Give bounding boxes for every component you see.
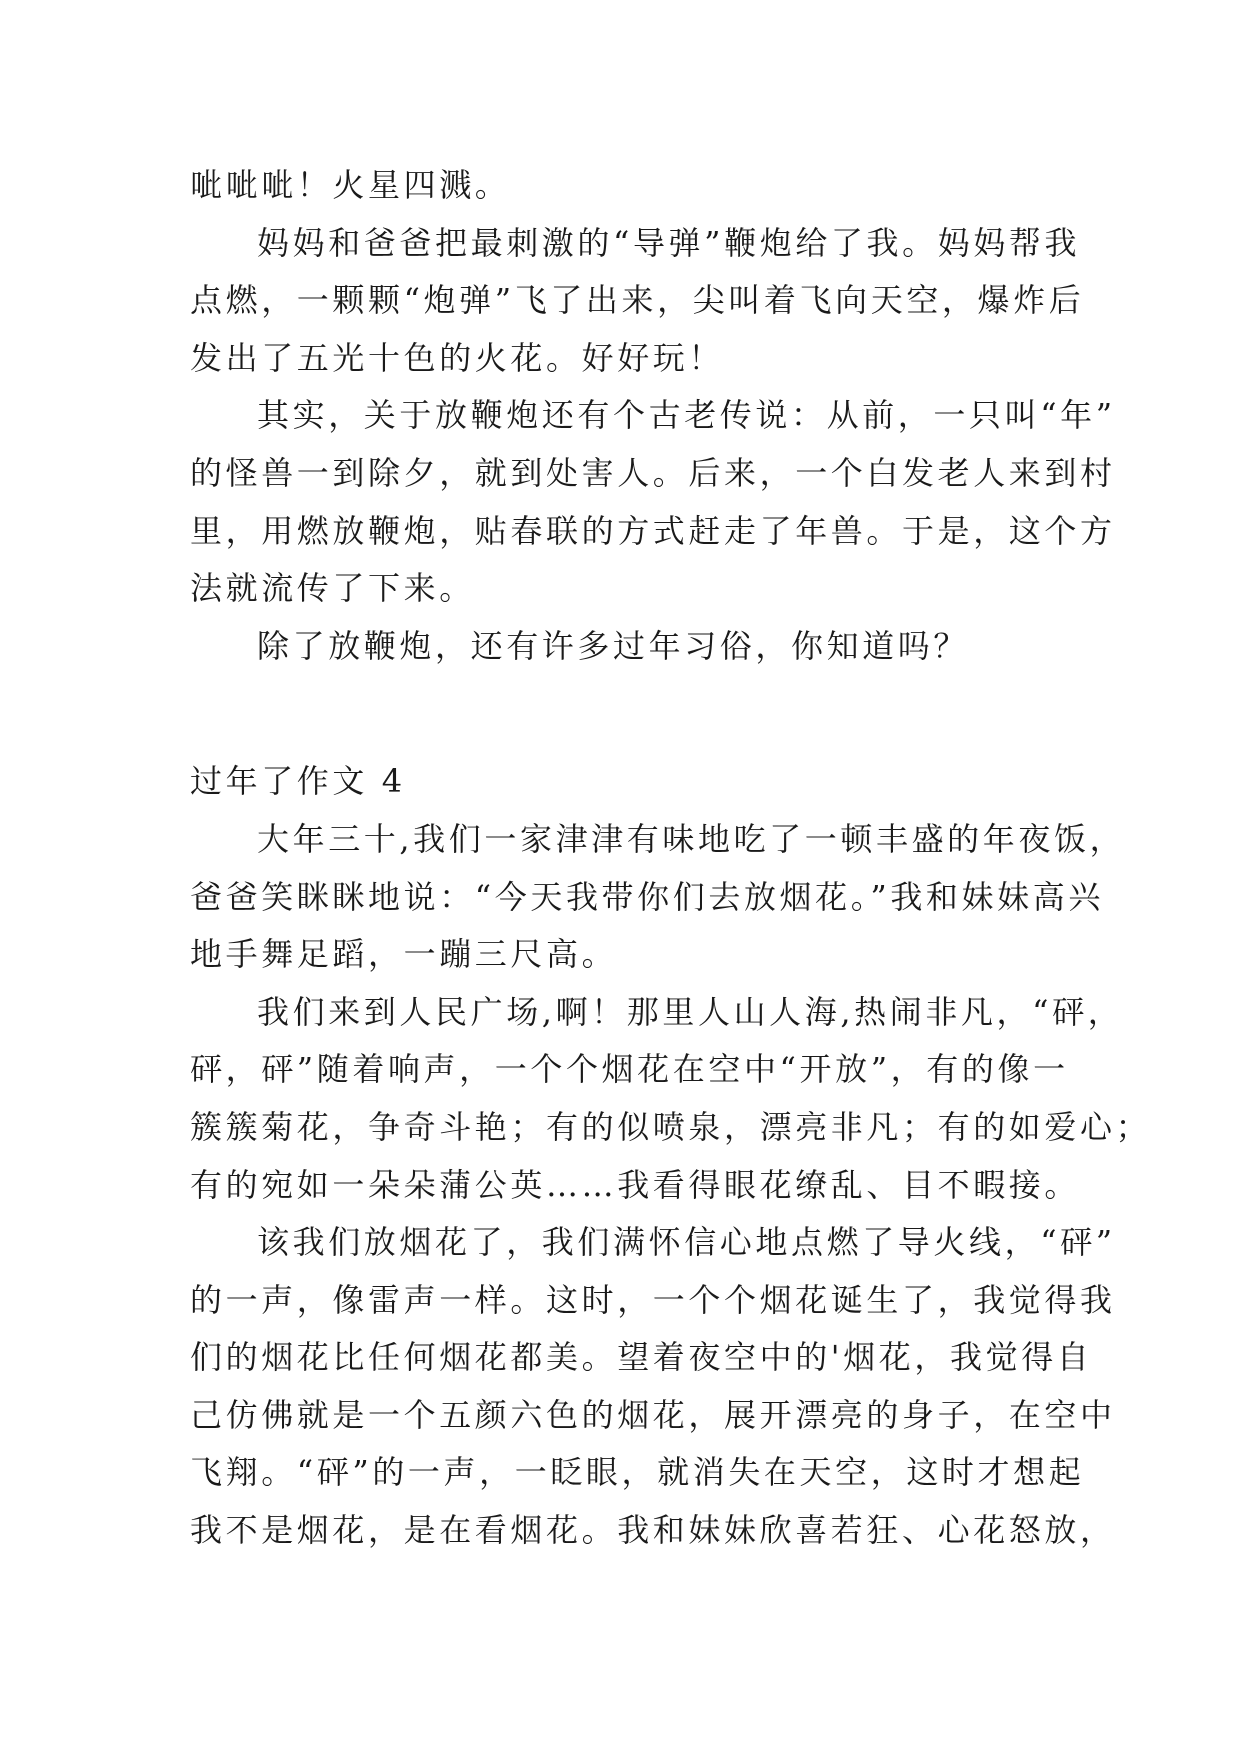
section-heading: 过年了作文 4: [190, 762, 406, 801]
text-line: 发出了五光十色的火花。好好玩！: [190, 338, 725, 377]
text-line: 的一声，像雷声一样。这时，一个个烟花诞生了，我觉得我: [190, 1280, 1116, 1319]
document-page: [190, 157, 1152, 1560]
text-line: 们的烟花比任何烟花都美。望着夜空中的'烟花，我觉得自: [190, 1338, 1093, 1377]
paragraph-start-line: 妈妈和爸爸把最刺激的“导弹”鞭炮给了我。妈妈帮我: [257, 223, 1081, 262]
text-line: 法就流传了下来。: [190, 569, 475, 608]
text-line: 砰，砰”随着响声，一个个烟花在空中“开放”，有的像一: [190, 1050, 1069, 1089]
text-line: 我不是烟花，是在看烟花。我和妹妹欣喜若狂、心花怒放，: [190, 1511, 1116, 1550]
paragraph-start-line: 该我们放烟花了，我们满怀信心地点燃了导火线，“砰”: [257, 1223, 1116, 1262]
text-line: 里，用燃放鞭炮，贴春联的方式赶走了年兽。于是，这个方: [190, 511, 1116, 550]
text-line: 的怪兽一到除夕，就到处害人。后来，一个白发老人来到村: [190, 453, 1116, 492]
paragraph-start-line: 其实，关于放鞭炮还有个古老传说：从前，一只叫“年”: [257, 396, 1116, 435]
paragraph-start-line: 我们来到人民广场,啊！那里人山人海,热闹非凡，“砰，: [257, 992, 1124, 1031]
section-gap: [190, 675, 1060, 753]
text-line: 己仿佛就是一个五颜六色的烟花，展开漂亮的身子，在空中: [190, 1395, 1116, 1434]
text-line: 点燃，一颗颗“炮弹”飞了出来，尖叫着飞向天空，爆炸后: [190, 281, 1085, 320]
paragraph-start-line: 除了放鞭炮，还有许多过年习俗，你知道吗？: [257, 626, 970, 665]
text-line: 有的宛如一朵朵蒲公英……我看得眼花缭乱、目不暇接。: [190, 1165, 1081, 1204]
text-line: 呲呲呲！火星四溅。: [190, 166, 511, 204]
text-line: 爸爸笑眯眯地说：“今天我带你们去放烟花。”我和妹妹高兴: [190, 877, 1104, 916]
text-line: 地手舞足蹈，一蹦三尺高。: [190, 935, 618, 974]
paragraph-start-line: 大年三十,我们一家津津有味地吃了一顿丰盛的年夜饭，: [257, 819, 1126, 858]
text-line: 飞翔。“砰”的一声，一眨眼，就消失在天空，这时才想起: [190, 1453, 1085, 1492]
text-line: 簇簇菊花，争奇斗艳；有的似喷泉，漂亮非凡；有的如爱心；: [190, 1107, 1152, 1146]
